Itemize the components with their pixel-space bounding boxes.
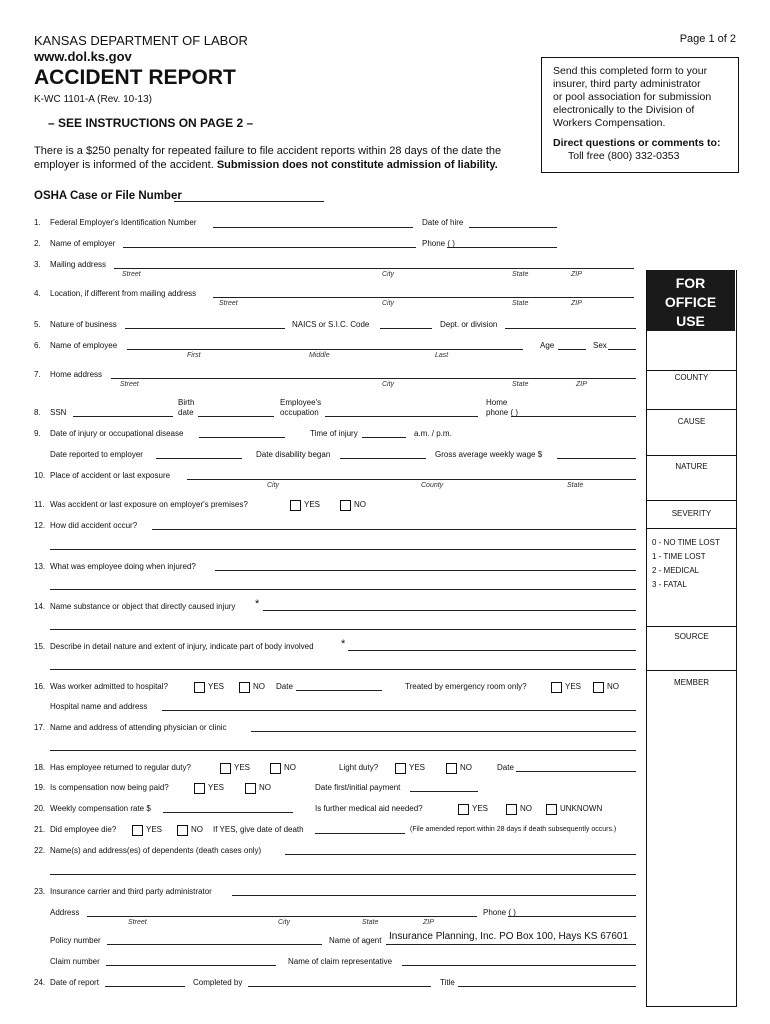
q16-number: 16. [34, 682, 46, 691]
office-cause: CAUSE [677, 417, 706, 426]
q1-number: 1. [34, 218, 41, 227]
insurer-address-field[interactable] [87, 916, 477, 917]
physician-field-2[interactable] [50, 750, 636, 751]
send-line-2: insurer, third party administrator [553, 78, 701, 90]
sex-label: Sex [593, 341, 607, 350]
office-head-3: USE [676, 313, 705, 329]
liability-disclaimer: Submission does not constitute admission of liability. [216, 159, 498, 171]
employee-name-field[interactable] [127, 349, 523, 350]
naics-field[interactable] [380, 328, 432, 329]
title-label: Title [440, 978, 455, 987]
home-label: Home [486, 398, 508, 407]
age-label: Age [540, 341, 555, 350]
doing-when-injured-field[interactable] [215, 570, 636, 571]
q9-label: Date of injury or occupational disease [50, 429, 184, 438]
unknown-label: UNKNOWN [560, 804, 603, 813]
q10-number: 10. [34, 471, 46, 480]
severity-0: 0 - NO TIME LOST [652, 538, 720, 547]
send-line-5: Workers Compensation. [553, 117, 666, 129]
q3-label: Mailing address [50, 260, 107, 269]
q4-number: 4. [34, 289, 41, 298]
light-duty-no-checkbox[interactable] [446, 763, 457, 774]
title-field[interactable] [458, 986, 636, 987]
age-field[interactable] [558, 349, 586, 350]
yes-label: YES [304, 500, 321, 509]
q17-label: Name and address of attending physician or clinic [50, 723, 227, 732]
q11-number: 11. [34, 500, 45, 509]
policy-number-field[interactable] [107, 944, 322, 945]
amended-report-note: (File amended report within 28 days if death subsequently occurs.) [410, 826, 617, 833]
no-label: NO [607, 682, 619, 691]
claim-number-field[interactable] [106, 965, 276, 966]
report-date-field[interactable] [105, 986, 185, 987]
q21-number: 21. [34, 825, 46, 834]
office-use-panel [646, 270, 737, 1007]
q22-number: 22. [34, 846, 46, 855]
yes-label: YES [472, 804, 489, 813]
q21-label: Did employee die? [50, 825, 117, 834]
zip-caption: ZIP [571, 300, 582, 307]
osha-label: OSHA Case or File Number [34, 190, 182, 202]
regular-duty-yes-checkbox[interactable] [220, 763, 231, 774]
office-nature: NATURE [675, 462, 708, 471]
no-label: NO [460, 763, 472, 772]
q12-label: How did accident occur? [50, 521, 138, 530]
q16-label: Was worker admitted to hospital? [50, 682, 168, 691]
form-title: ACCIDENT REPORT [34, 66, 236, 89]
home-phone-label: phone ( ) [486, 408, 519, 417]
home-address-field[interactable] [111, 378, 636, 379]
send-line-1: Send this completed form to your [553, 65, 708, 77]
light-duty-label: Light duty? [339, 763, 379, 772]
hospital-no-checkbox[interactable] [239, 682, 250, 693]
first-caption: First [187, 352, 201, 359]
no-label: NO [191, 825, 203, 834]
hospital-date-field[interactable] [296, 690, 382, 691]
completed-by-field[interactable] [248, 986, 431, 987]
no-label: NO [354, 500, 366, 509]
q5-label: Nature of business [50, 320, 117, 329]
q7-label: Home address [50, 370, 103, 379]
gross-wage-field[interactable] [557, 458, 636, 459]
q18-label: Has employee returned to regular duty? [50, 763, 191, 772]
instructions-note: – SEE INSTRUCTIONS ON PAGE 2 – [48, 116, 254, 130]
q6-label: Name of employee [50, 341, 118, 350]
yes-label: YES [146, 825, 163, 834]
date-reported-field[interactable] [156, 458, 242, 459]
q18-number: 18. [34, 763, 46, 772]
agency-website[interactable]: www.dol.ks.gov [34, 49, 132, 64]
comp-rate-field[interactable] [163, 812, 293, 813]
state-caption: State [362, 919, 379, 926]
occupation-field[interactable] [325, 416, 478, 417]
agent-label: Name of agent [329, 936, 382, 945]
q9-number: 9. [34, 429, 41, 438]
light-duty-yes-checkbox[interactable] [395, 763, 406, 774]
how-occur-field[interactable] [152, 529, 636, 530]
hospital-date-label: Date [276, 682, 293, 691]
ssn-label: SSN [50, 408, 67, 417]
q14-label: Name substance or object that directly caused injury [50, 602, 236, 611]
duty-date-label: Date [497, 763, 514, 772]
state-caption: State [512, 271, 529, 278]
home-phone-field[interactable] [511, 416, 636, 417]
q1-label: Federal Employer's Identification Number [50, 218, 197, 227]
dependents-field[interactable] [285, 854, 636, 855]
severity-1: 1 - TIME LOST [652, 552, 706, 561]
insurance-carrier-field[interactable] [232, 895, 636, 896]
dept-field[interactable] [505, 328, 636, 329]
submission-info-box [541, 57, 739, 173]
no-label: NO [253, 682, 265, 691]
hospital-name-label: Hospital name and address [50, 702, 148, 711]
policy-label: Policy number [50, 936, 101, 945]
yes-label: YES [565, 682, 582, 691]
office-severity: SEVERITY [671, 509, 712, 518]
q17-number: 17. [34, 723, 46, 732]
disability-date-field[interactable] [340, 458, 426, 459]
regular-duty-no-checkbox[interactable] [270, 763, 281, 774]
state-caption: State [512, 300, 529, 307]
employer-name-field[interactable] [123, 247, 416, 248]
osha-number-field[interactable] [174, 201, 324, 202]
q14-number: 14. [34, 602, 46, 611]
er-yes-checkbox[interactable] [551, 682, 562, 693]
toll-free-phone: Toll free (800) 332-0353 [568, 150, 680, 162]
died-no-checkbox[interactable] [177, 825, 188, 836]
yes-label: YES [208, 783, 225, 792]
zip-caption: ZIP [576, 381, 587, 388]
physician-field[interactable] [251, 731, 636, 732]
er-label: Treated by emergency room only? [405, 682, 527, 691]
q15-asterisk: * [341, 638, 346, 650]
send-line-4: electronically to the Division of [553, 104, 695, 116]
penalty-text: employer is informed of the accident. [34, 159, 214, 171]
street-caption: Street [122, 271, 141, 278]
office-member: MEMBER [673, 678, 710, 687]
doing-when-injured-field-2[interactable] [50, 589, 636, 590]
q15-number: 15. [34, 642, 46, 651]
injury-date-field[interactable] [199, 437, 285, 438]
city-caption: City [382, 271, 395, 278]
state-caption: State [567, 482, 584, 489]
street-caption: Street [219, 300, 238, 307]
premises-no-checkbox[interactable] [340, 500, 351, 511]
insurer-phone-field[interactable] [508, 916, 636, 917]
q4-label: Location, if different from mailing address [50, 289, 197, 298]
zip-caption: ZIP [423, 919, 434, 926]
sex-field[interactable] [608, 349, 636, 350]
medical-aid-unknown-checkbox[interactable] [546, 804, 557, 815]
comp-paid-yes-checkbox[interactable] [194, 783, 205, 794]
send-line-3: or pool association for submission [553, 91, 712, 103]
er-no-checkbox[interactable] [593, 682, 604, 693]
penalty-notice-line1: There is a $250 penalty for repeated failure to file accident reports within 28 days of the date the [34, 145, 502, 157]
q3-number: 3. [34, 260, 41, 269]
naics-label: NAICS or S.I.C. Code [292, 320, 370, 329]
duty-date-field[interactable] [516, 771, 636, 772]
agent-field[interactable] [386, 944, 636, 945]
office-county: COUNTY [674, 373, 709, 382]
agent-value[interactable]: Insurance Planning, Inc. PO Box 100, Hays KS 67601 [389, 931, 629, 942]
no-label: NO [520, 804, 532, 813]
nature-business-field[interactable] [125, 328, 285, 329]
gross-wage-label: Gross average weekly wage $ [435, 450, 543, 459]
hospital-name-field[interactable] [162, 710, 636, 711]
died-yes-checkbox[interactable] [132, 825, 143, 836]
office-source: SOURCE [674, 632, 709, 641]
injury-description-field[interactable] [348, 650, 636, 651]
death-date-field[interactable] [315, 833, 405, 834]
first-payment-label: Date first/initial payment [315, 783, 401, 792]
q19-number: 19. [34, 783, 46, 792]
q20-label: Weekly compensation rate $ [50, 804, 151, 813]
q7-number: 7. [34, 370, 41, 379]
severity-2: 2 - MEDICAL [652, 566, 700, 575]
county-caption: County [421, 482, 444, 489]
q20-number: 20. [34, 804, 46, 813]
q2-label: Name of employer [50, 239, 116, 248]
claim-number-label: Claim number [50, 957, 100, 966]
employer-phone-label: Phone ( ) [422, 239, 455, 248]
penalty-notice-line2 [34, 159, 498, 171]
q8-number: 8. [34, 408, 41, 417]
q19-label: Is compensation now being paid? [50, 783, 169, 792]
date-label: date [178, 408, 194, 417]
no-label: NO [284, 763, 296, 772]
time-injury-label: Time of injury [310, 429, 358, 438]
am-pm-label: a.m. / p.m. [414, 429, 452, 438]
q13-label: What was employee doing when injured? [50, 562, 196, 571]
agency-name: KANSAS DEPARTMENT OF LABOR [34, 33, 248, 48]
date-hire-field[interactable] [469, 227, 557, 228]
completed-by-label: Completed by [193, 978, 243, 987]
questions-label: Direct questions or comments to: [553, 137, 721, 149]
q5-number: 5. [34, 320, 41, 329]
yes-label: YES [234, 763, 251, 772]
premises-yes-checkbox[interactable] [290, 500, 301, 511]
q13-number: 13. [34, 562, 46, 571]
medical-aid-label: Is further medical aid needed? [315, 804, 423, 813]
last-caption: Last [435, 352, 449, 359]
q12-number: 12. [34, 521, 46, 530]
time-injury-field[interactable] [362, 437, 406, 438]
disability-date-label: Date disability began [256, 450, 331, 459]
injury-description-field-2[interactable] [50, 669, 636, 670]
street-caption: Street [128, 919, 147, 926]
q10-label: Place of accident or last exposure [50, 471, 171, 480]
hospital-yes-checkbox[interactable] [194, 682, 205, 693]
street-caption: Street [120, 381, 139, 388]
substance-field[interactable] [263, 610, 636, 611]
first-payment-field[interactable] [410, 791, 478, 792]
no-label: NO [259, 783, 271, 792]
employer-phone-field[interactable] [447, 247, 557, 248]
city-caption: City [382, 381, 395, 388]
q23-label: Insurance carrier and third party administrator [50, 887, 212, 896]
birth-date-field[interactable] [198, 416, 274, 417]
q11-label: Was accident or last exposure on employer's premises? [50, 500, 248, 509]
death-date-label: If YES, give date of death [213, 825, 304, 834]
claim-rep-field[interactable] [402, 965, 636, 966]
state-caption: State [512, 381, 529, 388]
medical-aid-yes-checkbox[interactable] [458, 804, 469, 815]
yes-label: YES [409, 763, 426, 772]
claim-rep-label: Name of claim representative [288, 957, 393, 966]
employee-label: Employee's [280, 398, 322, 407]
form-number: K-WC 1101-A (Rev. 10-13) [34, 94, 153, 105]
severity-3: 3 - FATAL [652, 580, 687, 589]
city-caption: City [382, 300, 395, 307]
how-occur-field-2[interactable] [50, 549, 636, 550]
dependents-field-2[interactable] [50, 874, 636, 875]
q22-label: Name(s) and address(es) of dependents (death cases only) [50, 846, 262, 855]
ssn-field[interactable] [73, 416, 173, 417]
substance-field-2[interactable] [50, 629, 636, 630]
fein-field[interactable] [213, 227, 413, 228]
office-head-1: FOR [675, 275, 706, 291]
q15-label: Describe in detail nature and extent of injury, indicate part of body involved [50, 642, 314, 651]
page-number: Page 1 of 2 [679, 33, 736, 45]
zip-caption: ZIP [571, 271, 582, 278]
address-label: Address [50, 908, 80, 917]
dept-label: Dept. or division [440, 320, 498, 329]
office-head-2: OFFICE [664, 294, 717, 310]
q24-number: 24. [34, 978, 46, 987]
date-reported-label: Date reported to employer [50, 450, 143, 459]
comp-paid-no-checkbox[interactable] [245, 783, 256, 794]
q23-number: 23. [34, 887, 46, 896]
q6-number: 6. [34, 341, 41, 350]
date-hire-label: Date of hire [422, 218, 464, 227]
q2-number: 2. [34, 239, 41, 248]
report-date-label: Date of report [50, 978, 99, 987]
city-caption: City [267, 482, 280, 489]
insurer-phone-label: Phone ( ) [483, 908, 516, 917]
accident-place-field[interactable] [187, 479, 636, 480]
medical-aid-no-checkbox[interactable] [506, 804, 517, 815]
city-caption: City [278, 919, 291, 926]
occupation-label: occupation [280, 408, 319, 417]
location-field[interactable] [213, 297, 634, 298]
middle-caption: Middle [309, 352, 330, 359]
birth-label: Birth [178, 398, 195, 407]
mailing-address-field[interactable] [114, 268, 634, 269]
q14-asterisk: * [255, 598, 260, 610]
yes-label: YES [208, 682, 225, 691]
